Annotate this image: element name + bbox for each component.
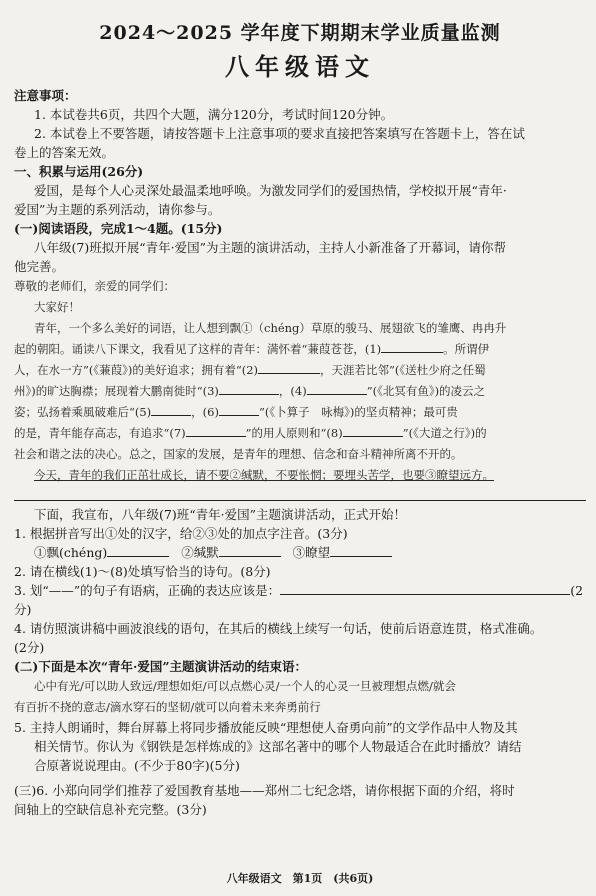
question-5: 5. 主持人朗诵时，舞台屏幕上将同步播放能反映“理想使人奋勇向前”的文学作品中人物及其 [14,720,518,735]
exam-subject: 八年级语文 [225,52,375,81]
section1-intro-cont: 爱国”为主题的系列活动，请你参与。 [14,202,221,217]
speech-greeting: 尊敬的老师们，亲爱的同学们： [14,279,175,293]
part1-paragraph: 八年级(7)班拟开展“青年·爱国”为主题的演讲活动，主持人小新准备了开幕词，请你帮 [34,240,506,255]
page-footer: 八年级语文 第1页 (共6页) [226,872,374,885]
speech-text: 姿；弘扬着乘風破难后“(5) [14,405,152,419]
speech-text: ”(《卜算子 咏梅》)的坚贞精神；最可贵 [258,405,458,419]
answer-blank-4 [307,382,367,395]
speech-text: ，(6) [191,405,219,419]
question-3 [14,581,586,619]
answer-line-q4 [14,488,586,501]
speech-line-7: 社会和谐之法的决心。总之，国家的发展，是青年的理想、信念和奋斗精神所离不开的。 [14,447,463,461]
question-1-options [14,543,586,562]
speech-line-6 [14,423,586,444]
speech-text: ，(4) [278,384,307,398]
option-3: ③瞭望 [292,545,331,560]
speech-hello: 大家好！ [34,300,80,314]
question-1: 1. 根据拼音写出①处的汉字，给②③处的加点字注音。(3分) [14,526,348,541]
notice-item-2-cont: 卷上的答案无效。 [14,145,115,160]
speech-text: 的是，青年能存高志，有追求“(7) [14,426,186,440]
speech-text: 州》)的旷达胸襟；展现着大鹏南徙时“(3) [14,384,219,398]
option-2: ②缄默 [181,545,219,560]
speech-text: ，天涯若比邻”(《送杜少府之任蜀 [320,363,486,377]
option-1-blank [107,544,169,557]
speech-line-5 [14,402,586,423]
option-2-blank [219,544,281,557]
option-3-blank [330,544,392,557]
question-6: (三)6. 小郑向同学们推荐了爱国教育基地——郑州二七纪念塔，请你根据下面的介绍，将时 [14,783,515,798]
speech-line-4 [14,381,586,402]
speech-text: ”(《大道之行》)的 [402,426,487,440]
speech-line-2 [14,339,586,360]
answer-blank-8 [343,424,403,437]
answer-blank-7 [186,424,246,437]
answer-blank-1 [381,340,443,353]
question-3-score: (2分) [14,583,584,617]
exam-page [14,14,586,886]
question-6-cont: 间轴上的空缺信息补充完整。(3分) [14,802,207,817]
speech-text: ”的用人原则和“(8) [245,426,343,440]
part1-paragraph-cont: 他完善。 [14,259,65,274]
answer-blank-2 [258,361,320,374]
part2-heading: (二)下面是本次“青年·爱国”主题演讲活动的结束语： [14,659,308,674]
notice-heading: 注意事项： [14,88,77,103]
section1-heading: 一、积累与运用(26分) [14,164,144,179]
notice-item-1: 1. 本试卷共6页，共四个大题，满分120分，考试时间120分钟。 [34,107,394,122]
notice-item-2: 2. 本试卷上不要答题，请按答题卡上注意事项的要求直接把答案填写在答题卡上，答在试 [34,126,525,141]
speech-closing: 下面，我宣布，八年级(7)班“青年·爱国”主题演讲活动，正式开始！ [34,507,406,522]
option-1: ①飘(chéng) [34,545,108,560]
exam-title: 2024～2025 学年度下期期末学业质量监测 [99,22,501,44]
speech-text: 人，在水一方”(《蒹葭》)的美好追求；拥有着“(2) [14,363,259,377]
answer-blank-5 [151,403,191,416]
answer-blank-3 [219,382,279,395]
speech-text: 起的朝阳。诵读八下课文，我看见了这样的青年：满怀着“蒹葭苍苍，(1) [14,342,382,356]
question-3-blank [280,582,570,595]
question-5-cont-2: 合原著说说理由。(不少于80字)(5分) [34,758,240,773]
speech-line-3 [14,360,586,381]
speech-line-1: 青年，一个多么美好的词语，让人想到飘①（chéng）草原的骏马、展翅欲飞的雏鹰、冉冉升 [34,321,507,335]
section1-intro: 爱国，是每个人心灵深处最温柔地呼唤。为激发同学们的爱国热情，学校拟开展“青年· [34,183,507,198]
speech-line-8: 今天，青年的我们正茁壮成长，请不要②缄默，不要怅惘；要埋头苦学，也要③瞭望远方。 [34,468,494,482]
speech-text: ”(《北冥有鱼》)的凌云之 [366,384,486,398]
closing-speech-line-1: 心中有光/可以助人致远/理想如炬/可以点燃心灵/一个人的心灵一旦被理想点燃/就会 [34,679,456,693]
closing-speech-line-2: 有百折不挠的意志/滴水穿石的坚韧/就可以向着未来奔勇前行 [14,700,321,714]
part1-heading: (一)阅读语段，完成1～4题。(15分) [14,221,223,236]
question-5-cont: 相关情节。你认为《钢铁是怎样炼成的》这部名著中的哪个人物最适合在此时播放？请结 [34,739,522,754]
question-3-text: 3. 划“——”的句子有语病，正确的表达应该是： [14,583,281,598]
question-4-score: (2分) [14,640,45,655]
answer-blank-6 [219,403,259,416]
question-2: 2. 请在横线(1)～(8)处填写恰当的诗句。(8分) [14,564,271,579]
speech-text: 。所谓伊 [443,342,490,356]
question-4: 4. 请仿照演讲稿中画波浪线的语句，在其后的横线上续写一句话，使前后语意连贯，格式准确。 [14,621,543,636]
